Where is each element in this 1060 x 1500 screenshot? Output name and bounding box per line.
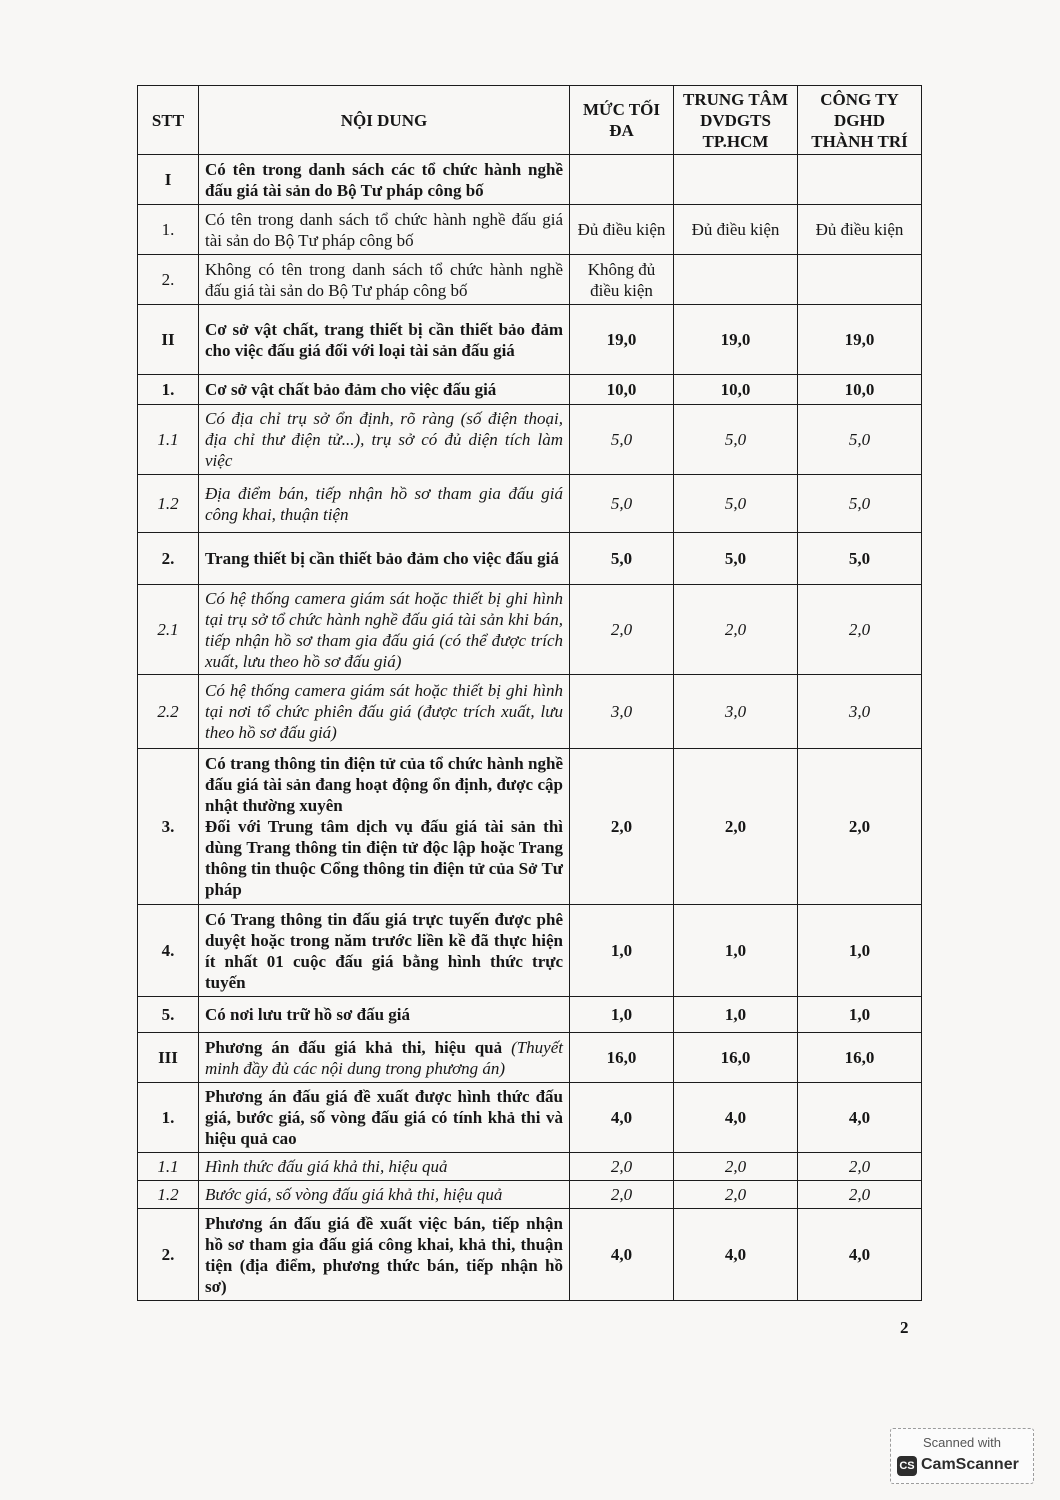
table-row: [138, 675, 922, 749]
row-stt: 1.: [138, 1083, 199, 1153]
row-center: 1,0: [674, 997, 798, 1033]
row-max: 2,0: [570, 1181, 674, 1209]
row-max: 4,0: [570, 1083, 674, 1153]
row-stt: III: [138, 1033, 199, 1083]
row-max: 4,0: [570, 1209, 674, 1301]
row-center: Đủ điều kiện: [674, 205, 798, 255]
row-company: 3,0: [798, 675, 922, 749]
row-content: Trang thiết bị cần thiết bảo đảm cho việc đấu giá: [199, 533, 570, 585]
row-content: Không có tên trong danh sách tổ chức hành nghề đấu giá tài sản do Bộ Tư pháp công bố: [199, 255, 570, 305]
row-stt: 1.2: [138, 475, 199, 533]
row-company: 2,0: [798, 585, 922, 675]
row-center: 3,0: [674, 675, 798, 749]
row-stt: 2.: [138, 255, 199, 305]
row-content: Bước giá, số vòng đấu giá khả thi, hiệu quả: [199, 1181, 570, 1209]
row-content: [199, 749, 570, 905]
row-center: 2,0: [674, 585, 798, 675]
row-max: 1,0: [570, 997, 674, 1033]
row-max: Không đủ điều kiện: [570, 255, 674, 305]
header-content: NỘI DUNG: [199, 86, 570, 155]
row-center: 4,0: [674, 1083, 798, 1153]
row-company: 5,0: [798, 405, 922, 475]
row-content: Có nơi lưu trữ hồ sơ đấu giá: [199, 997, 570, 1033]
row-center: 2,0: [674, 749, 798, 905]
row-max: Đủ điều kiện: [570, 205, 674, 255]
header-stt: STT: [138, 86, 199, 155]
table-row: [138, 585, 922, 675]
table-row: [138, 305, 922, 375]
row-center: [674, 155, 798, 205]
row-max: 16,0: [570, 1033, 674, 1083]
row-company: Đủ điều kiện: [798, 205, 922, 255]
row-content: Hình thức đấu giá khả thi, hiệu quả: [199, 1153, 570, 1181]
scanned-with-label: Scanned with: [922, 1435, 1002, 1450]
row-company: 2,0: [798, 1153, 922, 1181]
row-stt: 2.2: [138, 675, 199, 749]
row-stt: 2.: [138, 533, 199, 585]
table-row: [138, 475, 922, 533]
row-stt: 1.2: [138, 1181, 199, 1209]
table-row: [138, 1153, 922, 1181]
row-stt: I: [138, 155, 199, 205]
header-center: TRUNG TÂM DVDGTS TP.HCM: [674, 86, 798, 155]
row-company: 4,0: [798, 1209, 922, 1301]
row-content-main: Phương án đấu giá khả thi, hiệu quả: [205, 1037, 503, 1057]
row-stt: 1.1: [138, 1153, 199, 1181]
row-stt: 1.1: [138, 405, 199, 475]
row-center: 19,0: [674, 305, 798, 375]
row-company: 19,0: [798, 305, 922, 375]
table-row: [138, 1033, 922, 1083]
row-content: [199, 1033, 570, 1083]
table-row: [138, 405, 922, 475]
row-max: [570, 155, 674, 205]
row-center: 10,0: [674, 375, 798, 405]
row-company: 4,0: [798, 1083, 922, 1153]
row-content: Có địa chỉ trụ sở ổn định, rõ ràng (số điện thoại, địa chỉ thư điện tử...), trụ sở có đủ diện tích làm việc: [199, 405, 570, 475]
row-company: 1,0: [798, 997, 922, 1033]
row-stt: 5.: [138, 997, 199, 1033]
table-row: [138, 533, 922, 585]
row-center: 5,0: [674, 533, 798, 585]
row-content: Có tên trong danh sách tổ chức hành nghề đấu giá tài sản do Bộ Tư pháp công bố: [199, 205, 570, 255]
table-row: [138, 375, 922, 405]
row-center: 2,0: [674, 1153, 798, 1181]
table-row: [138, 155, 922, 205]
row-content: Có hệ thống camera giám sát hoặc thiết bị ghi hình tại nơi tổ chức phiên đấu giá (được trích xuất, lưu theo hồ sơ đấu giá): [199, 675, 570, 749]
table-row: [138, 1181, 922, 1209]
row-center: 1,0: [674, 905, 798, 997]
row-company: 2,0: [798, 749, 922, 905]
row-company: [798, 155, 922, 205]
row-company: 2,0: [798, 1181, 922, 1209]
row-stt: 3.: [138, 749, 199, 905]
table-row: [138, 1209, 922, 1301]
row-content: Cơ sở vật chất, trang thiết bị cần thiết bảo đảm cho việc đấu giá đối với loại tài sản đấu giá: [199, 305, 570, 375]
row-content: Phương án đấu giá đề xuất được hình thức đấu giá, bước giá, số vòng đấu giá có tính khả thi và hiệu quả cao: [199, 1083, 570, 1153]
row-max: 5,0: [570, 405, 674, 475]
header-company: CÔNG TY DGHD THÀNH TRÍ: [798, 86, 922, 155]
camscanner-logo-icon: CS: [897, 1456, 917, 1476]
row-center: 16,0: [674, 1033, 798, 1083]
row-max: 10,0: [570, 375, 674, 405]
row-max: 2,0: [570, 749, 674, 905]
row-max: 2,0: [570, 1153, 674, 1181]
table-row: [138, 1083, 922, 1153]
table-row: [138, 997, 922, 1033]
table-row: [138, 255, 922, 305]
camscanner-watermark: [890, 1428, 1034, 1484]
table-row: [138, 905, 922, 997]
row-max: 5,0: [570, 475, 674, 533]
row-content: Phương án đấu giá đề xuất việc bán, tiếp nhận hồ sơ tham gia đấu giá công khai, khả thi, thuận tiện (địa điểm, phương thức bán, tiếp nhận hồ sơ): [199, 1209, 570, 1301]
row-stt: 2.: [138, 1209, 199, 1301]
header-max: MỨC TỐI ĐA: [570, 86, 674, 155]
row-content: Có hệ thống camera giám sát hoặc thiết bị ghi hình tại trụ sở tổ chức hành nghề đấu giá tài sản khi bán, tiếp nhận hồ sơ tham gia đấu giá (có thể được trích xuất, lưu theo hồ sơ đấu giá): [199, 585, 570, 675]
row-stt: 2.1: [138, 585, 199, 675]
row-max: 2,0: [570, 585, 674, 675]
row-center: 5,0: [674, 405, 798, 475]
row-max: 1,0: [570, 905, 674, 997]
row-max: 19,0: [570, 305, 674, 375]
row-content-note: (Thuyết minh đầy đủ các nội dung trong phương án): [205, 1037, 563, 1078]
row-center: 5,0: [674, 475, 798, 533]
row-stt: 1.: [138, 205, 199, 255]
row-center: [674, 255, 798, 305]
page-number: 2: [900, 1318, 909, 1337]
row-stt: II: [138, 305, 199, 375]
row-company: 5,0: [798, 533, 922, 585]
table-header-row: [138, 86, 922, 155]
row-content: Có tên trong danh sách các tổ chức hành nghề đấu giá tài sản do Bộ Tư pháp công bố: [199, 155, 570, 205]
row-stt: 1.: [138, 375, 199, 405]
row-max: 5,0: [570, 533, 674, 585]
row-company: 1,0: [798, 905, 922, 997]
row-stt: 4.: [138, 905, 199, 997]
evaluation-table: [137, 85, 922, 1301]
row-company: 5,0: [798, 475, 922, 533]
row-content: Cơ sở vật chất bảo đảm cho việc đấu giá: [199, 375, 570, 405]
row-content: Địa điểm bán, tiếp nhận hồ sơ tham gia đấu giá công khai, thuận tiện: [199, 475, 570, 533]
row-max: 3,0: [570, 675, 674, 749]
row-center: 4,0: [674, 1209, 798, 1301]
camscanner-name: CamScanner: [921, 1456, 1019, 1473]
table-row: [138, 205, 922, 255]
row-content: Có Trang thông tin đấu giá trực tuyến được phê duyệt hoặc trong năm trước liền kề đã thực hiện ít nhất 01 cuộc đấu giá bằng hình thức trực tuyến: [199, 905, 570, 997]
row-company: 16,0: [798, 1033, 922, 1083]
row-center: 2,0: [674, 1181, 798, 1209]
row-company: 10,0: [798, 375, 922, 405]
row-company: [798, 255, 922, 305]
table-row: [138, 749, 922, 905]
row-content-main: Có trang thông tin điện tử của tổ chức hành nghề đấu giá tài sản đang hoạt động ổn định, được cập nhật thường xuyên: [205, 754, 563, 815]
row-content-extra: Đối với Trung tâm dịch vụ đấu giá tài sản thì dùng Trang thông tin điện tử độc lập hoặc Trang thông tin thuộc Cổng thông tin điện tử của Sở Tư pháp: [205, 817, 563, 899]
